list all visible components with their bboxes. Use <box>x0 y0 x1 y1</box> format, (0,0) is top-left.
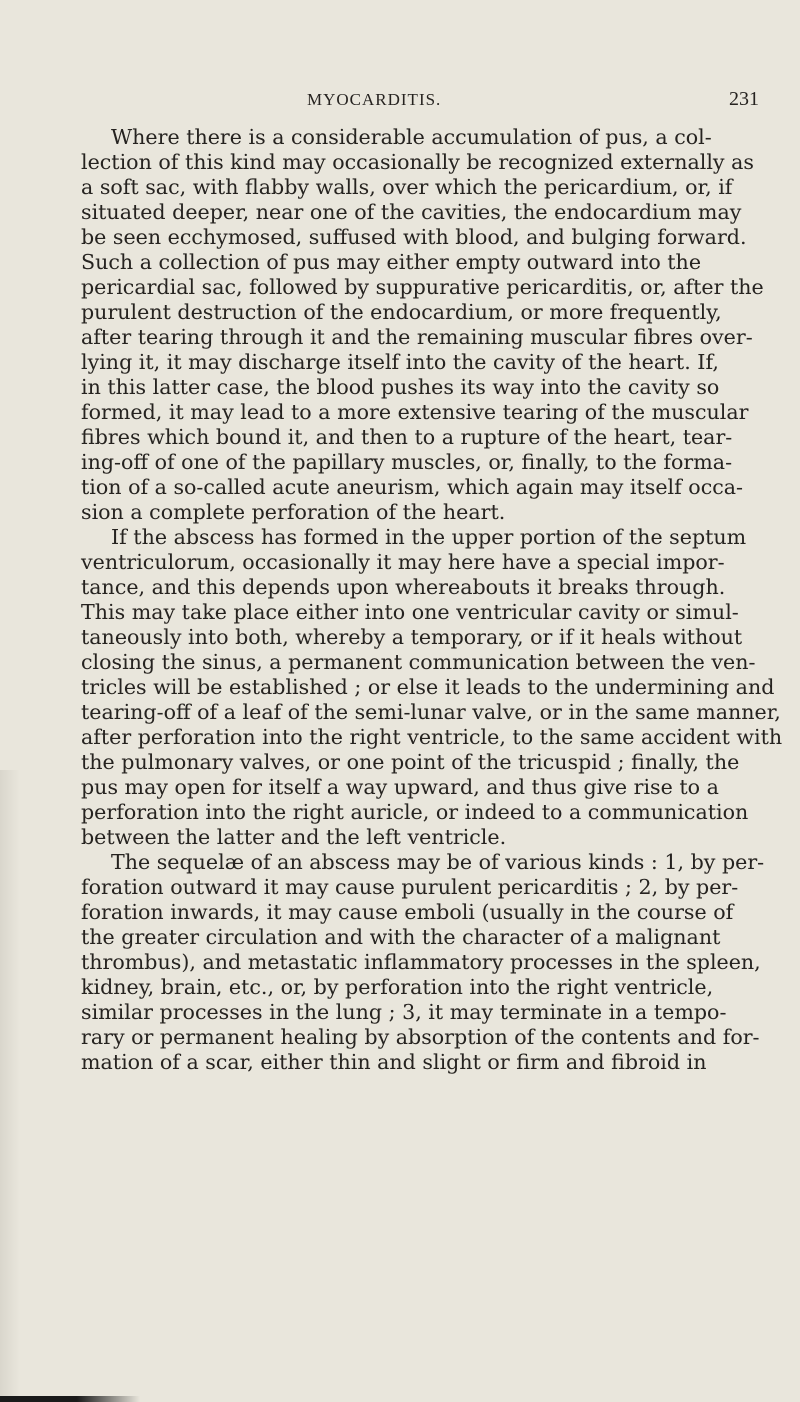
text-line: taneously into both, whereby a temporary, or if it heals without <box>81 625 743 649</box>
text-line: purulent destruction of the endocardium, or more frequently, <box>81 300 722 324</box>
text-line: lying it, it may discharge itself into the cavity of the heart. If, <box>81 350 719 374</box>
text-line: tricles will be established ; or else it leads to the undermining and <box>81 675 775 699</box>
text-line: kidney, brain, etc., or, by perforation into the right ventricle, <box>81 975 714 999</box>
text-line: Such a collection of pus may either empty outward into the <box>81 250 702 274</box>
text-line: the greater circulation and with the character of a malignant <box>81 925 721 949</box>
text-line: ventriculorum, occasionally it may here have a special impor- <box>81 550 725 574</box>
text-line: perforation into the right auricle, or indeed to a communication <box>81 800 749 824</box>
page-edge-shadow <box>0 770 20 1402</box>
text-line: closing the sinus, a permanent communication between the ven- <box>81 650 756 674</box>
text-line: after perforation into the right ventricle, to the same accident with <box>81 725 783 749</box>
text-line: mation of a scar, either thin and slight or firm and fibroid in <box>81 1050 707 1074</box>
text-line: The sequelæ of an abscess may be of various kinds : 1, by per- <box>111 850 765 874</box>
text-line: pus may open for itself a way upward, and thus give rise to a <box>81 775 719 799</box>
text-line: in this latter case, the blood pushes its way into the cavity so <box>81 375 720 399</box>
text-line: Where there is a considerable accumulation of pus, a col- <box>111 125 712 149</box>
text-line: tearing-off of a leaf of the semi-lunar valve, or in the same manner, <box>81 700 781 724</box>
text-line: sion a complete perforation of the heart. <box>81 500 506 524</box>
text-line: fibres which bound it, and then to a rupture of the heart, tear- <box>81 425 733 449</box>
text-line: thrombus), and metastatic inflammatory processes in the spleen, <box>81 950 761 974</box>
text-line: rary or permanent healing by absorption of the contents and for- <box>81 1025 760 1049</box>
text-line: between the latter and the left ventricle. <box>81 825 507 849</box>
page-header <box>0 76 800 116</box>
text-line: a soft sac, with flabby walls, over which the pericardium, or, if <box>81 175 733 199</box>
text-line: formed, it may lead to a more extensive tearing of the muscular <box>81 400 749 424</box>
text-line: foration outward it may cause purulent pericarditis ; 2, by per- <box>81 875 739 899</box>
text-line: similar processes in the lung ; 3, it may terminate in a tempo- <box>81 1000 727 1024</box>
text-line: pericardial sac, followed by suppurative pericarditis, or, after the <box>81 275 764 299</box>
text-line: after tearing through it and the remaining muscular fibres over- <box>81 325 753 349</box>
text-line: tion of a so-called acute aneurism, which again may itself occa- <box>81 475 743 499</box>
text-line: tance, and this depends upon whereabouts it breaks through. <box>81 575 726 599</box>
text-line: the pulmonary valves, or one point of the tricuspid ; finally, the <box>81 750 740 774</box>
page-number: 231 <box>729 88 759 110</box>
text-line: If the abscess has formed in the upper portion of the septum <box>111 525 747 549</box>
text-line: be seen ecchymosed, suffused with blood, and bulging forward. <box>81 225 747 249</box>
page-edge-mark <box>0 1396 140 1402</box>
running-head: MYOCARDITIS. <box>307 90 442 109</box>
text-line: lection of this kind may occasionally be recognized externally as <box>81 150 754 174</box>
text-line: This may take place either into one ventricular cavity or simul- <box>81 600 739 624</box>
text-line: situated deeper, near one of the cavities, the endocardium may <box>81 200 742 224</box>
text-line: foration inwards, it may cause emboli (usually in the course of <box>81 900 734 924</box>
text-line: ing-off of one of the papillary muscles, or, finally, to the forma- <box>81 450 733 474</box>
